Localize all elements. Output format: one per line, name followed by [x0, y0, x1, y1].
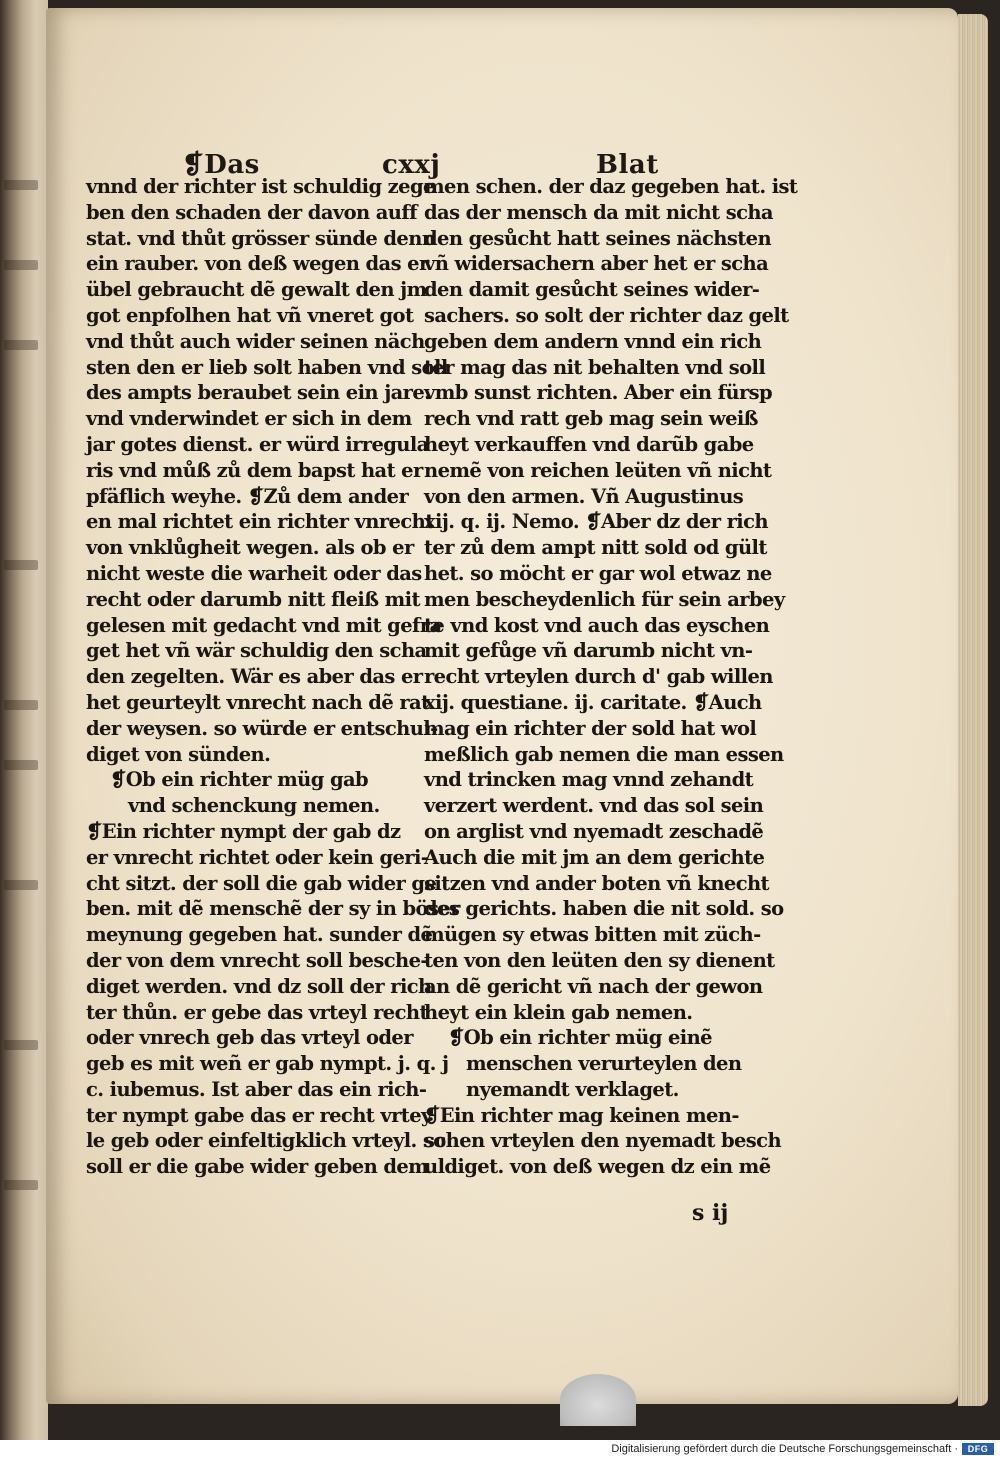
text-line: recht vrteylen durch d' gab willen	[424, 665, 773, 689]
page-turn-tab[interactable]	[560, 1374, 636, 1426]
text-line: ben den schaden der davon auff	[86, 200, 417, 224]
text-line: get het vñ wär schuldig den scha	[86, 639, 427, 663]
text-line: Auch die mit jm an dem gerichte	[424, 845, 765, 869]
text-line: pfäflich weyhe. ❡Zů dem ander	[86, 484, 409, 508]
section-heading-line: nyemandt verklaget.	[466, 1077, 679, 1101]
text-line: von den armen. Vñ Augustinus	[424, 484, 744, 508]
text-line: c. iubemus. Ist aber das ein rich-	[86, 1077, 427, 1101]
text-column-left	[86, 174, 460, 1180]
text-line: cht sitzt. der soll die gab wider ge	[86, 871, 437, 895]
section-heading-line: ❡Ob ein richter müg einẽ	[448, 1026, 712, 1050]
text-line: le geb oder einfeltigklich vrteyl. so	[86, 1129, 446, 1153]
text-line: des ampts beraubet sein ein jare.	[86, 381, 431, 405]
text-line: vnd trincken mag vnnd zehandt	[424, 768, 754, 792]
text-line: ter mag das nit behalten vnd soll	[424, 355, 766, 379]
text-line: vnd vnderwindet er sich in dem	[86, 407, 412, 431]
text-line: men schen. der daz gegeben hat. ist	[424, 175, 798, 198]
text-line: xij. questiane. ij. caritate. ❡Auch	[424, 690, 762, 714]
text-line: geb es mit weñ er gab nympt. j. q. j	[86, 1052, 449, 1076]
text-line: vmb sunst richten. Aber ein fürsp	[424, 381, 773, 405]
section-heading-line: ❡Ob ein richter müg gab	[110, 768, 369, 792]
text-line: von vnklůgheit wegen. als ob er	[86, 536, 414, 560]
text-line: het. so möcht er gar wol etwaz ne	[424, 561, 772, 585]
text-line: an dẽ gericht vñ nach der gewon	[424, 974, 763, 998]
text-line: men bescheydenlich für sein arbey	[424, 587, 785, 611]
text-line: mit gefůge vñ darumb nicht vn-	[424, 639, 753, 663]
text-line: ter zů dem ampt nitt sold od gült	[424, 536, 767, 560]
funding-note: Digitalisierung gefördert durch die Deutsche Forschungsgemeinschaft ·	[611, 1443, 958, 1455]
text-line: ter nympt gabe das er recht vrtey	[86, 1103, 432, 1127]
text-line: ein rauber. von deß wegen das er	[86, 252, 429, 276]
text-line: rech vnd ratt geb mag sein weiß	[424, 407, 758, 431]
dfg-logo: DFG	[962, 1443, 994, 1455]
text-line: nicht weste die warheit oder das	[86, 561, 422, 585]
text-line: ❡Ein richter mag keinen men-	[424, 1103, 739, 1127]
running-head-left: ❡Das	[182, 150, 260, 180]
text-line: uldiget. von deß wegen dz ein mẽ	[424, 1155, 771, 1179]
text-line: den damit gesůcht seines wider-	[424, 278, 760, 302]
text-line: den gesůcht hatt seines nächsten	[424, 226, 772, 250]
text-line: ben. mit dẽ menschẽ der sy in böser	[86, 897, 460, 921]
text-line: ris vnd můß zů dem bapst hat er	[86, 458, 423, 482]
text-line: des gerichts. haben die nit sold. so	[424, 897, 784, 921]
text-line: der von dem vnrecht soll besche-	[86, 948, 428, 972]
text-line: ten von den leüten den sy dienent	[424, 948, 775, 972]
text-line: heyt verkauffen vnd darũb gabe	[424, 432, 754, 456]
text-line: heyt ein klein gab nemen.	[424, 1000, 693, 1024]
text-line: vñ widersachern aber het er scha	[424, 252, 769, 276]
text-line: xij. q. ij. Nemo. ❡Aber dz der rich	[424, 510, 768, 534]
folio-number: cxxj	[382, 150, 441, 180]
text-line: vnd thůt auch wider seinen näch	[86, 329, 425, 353]
text-line: nemẽ von reichen leüten vñ nicht	[424, 458, 772, 482]
text-line: on arglist vnd nyemadt zeschadẽ	[424, 819, 764, 843]
text-line: te vnd kost vnd auch das eyschen	[424, 613, 770, 637]
text-line: diget werden. vnd dz soll der rich	[86, 974, 432, 998]
text-line: geben dem andern vnnd ein rich	[424, 329, 762, 353]
text-line: stat. vnd thůt grösser sünde denn	[86, 226, 436, 250]
text-line: het geurteylt vnrecht nach dẽ rat	[86, 690, 430, 714]
footer-bar	[0, 1440, 1000, 1459]
facing-page-edge	[0, 0, 48, 1440]
text-line: soll er die gabe wider geben dem	[86, 1155, 429, 1179]
text-line: mag ein richter der sold hat wol	[424, 716, 757, 740]
text-line: verzert werdent. vnd das sol sein	[424, 794, 764, 818]
text-line: den zegelten. Wär es aber das er	[86, 665, 423, 689]
text-line: gelesen mit gedacht vnd mit gefra	[86, 613, 442, 637]
text-line: oder vnrech geb das vrteyl oder	[86, 1026, 413, 1050]
running-head-right: Blat	[596, 150, 659, 180]
text-line: sitzen vnd ander boten vñ knecht	[424, 871, 769, 895]
text-line: der weysen. so würde er entschul-	[86, 716, 438, 740]
text-line: en mal richtet ein richter vnrecht	[86, 510, 434, 534]
text-column-right	[424, 174, 798, 1180]
text-line: ter thůn. er gebe das vrteyl recht	[86, 1000, 428, 1024]
text-line: sten den er lieb solt haben vnd soll	[86, 355, 448, 379]
text-line: got enpfolhen hat vñ vneret got	[86, 303, 414, 327]
text-line: das der mensch da mit nicht scha	[424, 200, 773, 224]
text-line: vnnd der richter ist schuldig zege	[86, 175, 435, 198]
text-line: jar gotes dienst. er würd irregula	[86, 432, 429, 456]
text-line: mügen sy etwas bitten mit züch-	[424, 923, 761, 947]
page-stack-edges	[958, 14, 988, 1406]
text-line: meßlich gab nemen die man essen	[424, 742, 784, 766]
text-line: meynung gegeben hat. sunder dẽ	[86, 923, 433, 947]
text-line: sachers. so solt der richter daz gelt	[424, 303, 789, 327]
text-line: ❡Ein richter nympt der gab dz	[86, 819, 401, 843]
text-line: übel gebraucht dẽ gewalt den jm	[86, 278, 427, 302]
section-heading-line: menschen verurteylen den	[466, 1052, 742, 1076]
signature-mark: s ij	[692, 1200, 729, 1226]
section-heading-line: vnd schenckung nemen.	[128, 794, 380, 818]
text-line: er vnrecht richtet oder kein geri-	[86, 845, 429, 869]
text-line: recht oder darumb nitt fleiß mit	[86, 587, 420, 611]
text-line: diget von sünden.	[86, 742, 271, 766]
text-line: schen vrteylen den nyemadt besch	[424, 1129, 782, 1153]
